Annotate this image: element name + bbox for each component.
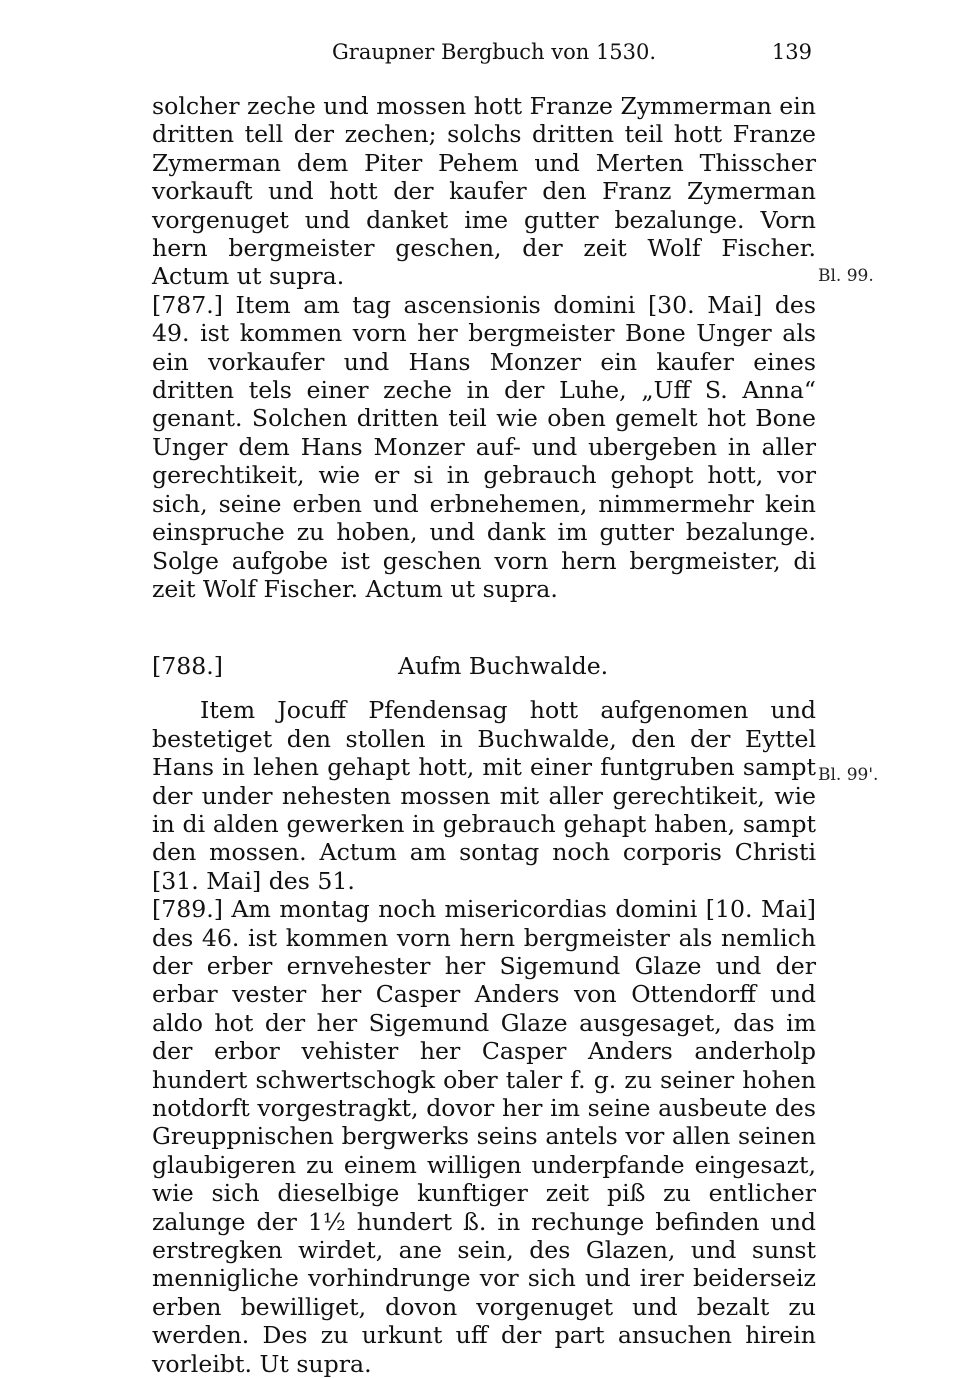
entry-788: Item Jocuff Pfendensag hott aufgenomen und bestetiget den stollen in Buchwalde, den der Eyttel Hans in lehen gehapt hott, mit einer funtgruben sampt der under nehesten mossen mit aller gerechtikeit, wie in di alden gewerken in gebrauch gehapt haben, sampt den mossen. Actum am sontag noch corporis Christi [31. Mai] des 51. bbox=[152, 696, 816, 895]
running-title: Graupner Bergbuch von 1530. bbox=[332, 40, 657, 64]
section-gap bbox=[152, 603, 816, 648]
section-number: [788.] bbox=[152, 652, 223, 681]
entry-787: [787.] Item am tag ascensionis domini [30. Mai] des 49. ist kommen vorn her bergmeister Bone Unger als ein vorkaufer und Hans Monzer ein kaufer eines dritten tels einer zeche in der Luhe, „Uff S. Anna“ genant. Solchen dritten teil wie oben gemelt hot Bone Unger dem Hans Monzer auf- und ubergeben in aller gerechtikeit, wie er si in gebrauch gehopt hott, vor sich, seine erben und erbnehemen, nimmermehr kein einspruche zu hoben, und dank im gutter bezalunge. Solge aufgobe ist geschen vorn hern bergmeister, di zeit Wolf Fischer. Actum ut supra. bbox=[152, 290, 816, 603]
page-header bbox=[152, 40, 812, 70]
margin-note-folio: Bl. 99'. bbox=[818, 765, 879, 785]
entry-789: [789.] Am montag noch misericordias domini [10. Mai] des 46. ist kommen vorn hern bergmeister als nemlich der erber ernvehester her Sigemund Glaze und der erbar vester her Casper Anders von Ottendorff und aldo hot der her Sigemund Glaze ausgesaget, das im der erbor vehister her Casper Anders anderholp hundert schwertschogk ober taler f. g. zu seiner hohen notdorft vorgestragkt, dovor her im seine ausbeute des Greuppnischen bergwerks seins antels vor allen seinen glaubigeren zu einem willigen underpfande eingesazt, wie sich dieselbige kunftiger zeit piß zu entlicher zalunge der 1½ hundert ß. in rechunge befinden und erstregken wirdet, ane sein, des Glazen, und sunst mennigliche vorhindrunge vor sich und irer beiderseiz erben bewilliget, dovon vorgenuget und bezalt zu werden. Des zu urkunt uff der part ansuchen hirein vorleibt. Ut supra. bbox=[152, 895, 816, 1378]
paragraph: solcher zeche und mossen hott Franze Zymmerman ein dritten tell der zechen; solchs dritten teil hott Franze Zymerman dem Piter Pehem und Merten Thisscher vorkauft und hott der kaufer den Franz Zymerman vorgenuget und danket ime gutter bezalunge. Vorn hern bergmeister geschen, der zeit Wolf Fischer. Actum ut supra. bbox=[152, 92, 816, 291]
section-title: Aufm Buchwalde. bbox=[398, 652, 609, 681]
page-number: 139 bbox=[771, 40, 812, 64]
section-heading bbox=[152, 648, 816, 688]
body-text bbox=[152, 92, 816, 1378]
margin-note-folio: Bl. 99. bbox=[818, 266, 874, 286]
